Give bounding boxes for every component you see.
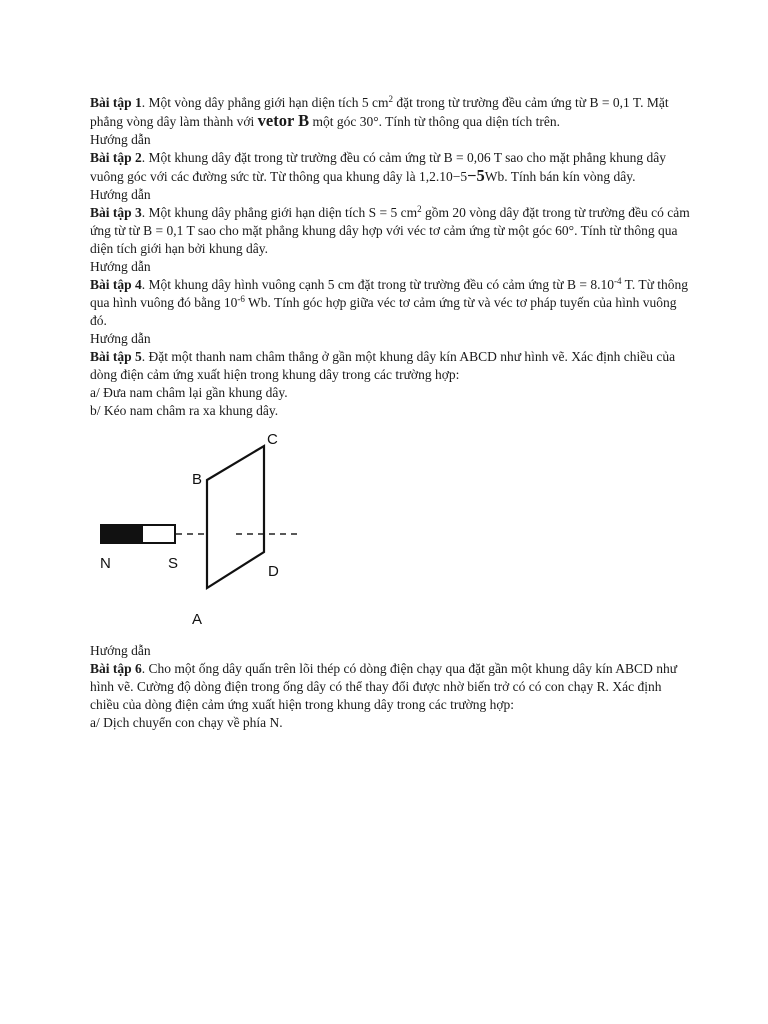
exercise-title: Bài tập 3 (90, 205, 142, 220)
figure-svg (90, 420, 690, 642)
guide-label: Hướng dẫn (90, 187, 151, 202)
label-n: N (100, 555, 111, 572)
exercise-6 (90, 660, 690, 714)
magnet-coil-figure (90, 420, 690, 642)
guide-label: Hướng dẫn (90, 132, 151, 147)
exercise-text: . Một khung dây hình vuông cạnh 5 cm đặt trong từ trường đều có cảm ứng từ B = 8.10 (141, 277, 614, 292)
label-d: D (268, 563, 279, 580)
exercise-5 (90, 348, 690, 384)
exercise-title: Bài tập 6 (90, 661, 142, 676)
emphasis-text: vetor B (257, 111, 310, 130)
superscript: -4 (613, 276, 622, 286)
exercise-text: . Một khung dây phẳng giới hạn diện tích S = 5 cm (141, 205, 418, 220)
exercise-title: Bài tập 1 (90, 95, 142, 110)
document-page (90, 94, 690, 732)
magnet-north-pole (101, 525, 142, 543)
exercise-text: T. Từ thông qua hình vuông đó bằng 10 (90, 277, 689, 310)
exercise-text: Wb. Tính góc hợp giữa véc tơ cảm ứng từ và véc tơ pháp tuyến của hình vuông đó. (90, 295, 677, 328)
exercise-4 (90, 276, 690, 330)
exercise-text: đặt trong từ trường đều cảm ứng từ B = 0,1 T. Mặt phẳng vòng dây làm thành với (90, 95, 669, 129)
exercise-text: . Cho một ống dây quấn trên lõi thép có dòng điện chạy qua đặt gần một khung dây kín ABCD như hình vẽ. Cường độ dòng điện trong ống dây có thể thay đổi được nhờ biến trở có có con chạy R. Xác định chiều của dòng điện cảm ứng xuất hiện trong khung dây trong các trường hợp: (90, 661, 678, 712)
label-c: C (267, 431, 278, 448)
label-b: B (192, 471, 203, 488)
exercise-text: . Một vòng dây phẳng giới hạn diện tích 5 cm (141, 95, 389, 110)
label-s: S (168, 555, 179, 572)
exercise-title: Bài tập 2 (90, 150, 142, 165)
exercise-title: Bài tập 4 (90, 277, 142, 292)
emphasis-text: −5 (467, 166, 485, 185)
exercise-text: gồm 20 vòng dây đặt trong từ trường đều có cảm ứng từ từ B = 0,1 T sao cho mặt phẳng khung dây hợp với véc tơ cảm ứng từ một góc 60°. Tính từ thông qua diện tích giới hạn bởi khung dây. (90, 205, 690, 256)
guide-label: Hướng dẫn (90, 331, 151, 346)
case-item-a: a/ Dịch chuyển con chạy về phía N. (90, 715, 283, 730)
guide-label: Hướng dẫn (90, 643, 151, 658)
coil-frame-abcd (207, 446, 264, 588)
guide-label: Hướng dẫn (90, 259, 151, 274)
exercise-title: Bài tập 5 (90, 349, 142, 364)
exercise-text: . Đặt một thanh nam châm thẳng ở gần một khung dây kín ABCD như hình vẽ. Xác định chiều của dòng điện cảm ứng xuất hiện trong khung dây trong các trường hợp: (90, 349, 676, 382)
exercise-2 (90, 149, 690, 186)
superscript: -6 (237, 294, 245, 304)
exercise-text: . Một khung dây đặt trong từ trường đều có cảm ứng từ B = 0,06 T sao cho mặt phẳng khung dây vuông góc với các đường sức từ. Từ thông qua khung dây là 1,2.10−5 (90, 150, 666, 184)
case-item-b: b/ Kéo nam châm ra xa khung dây. (90, 403, 279, 418)
case-item-a: a/ Đưa nam châm lại gần khung dây. (90, 385, 288, 400)
label-a: A (192, 611, 203, 628)
exercise-text: Wb. Tính bán kín vòng dây. (484, 169, 636, 184)
exercise-text: một góc 30°. Tính từ thông qua diện tích trên. (309, 114, 561, 129)
magnet-south-pole (142, 525, 175, 543)
superscript: 2 (388, 94, 393, 104)
exercise-3 (90, 204, 690, 258)
exercise-1 (90, 94, 690, 131)
superscript: 2 (417, 204, 422, 214)
